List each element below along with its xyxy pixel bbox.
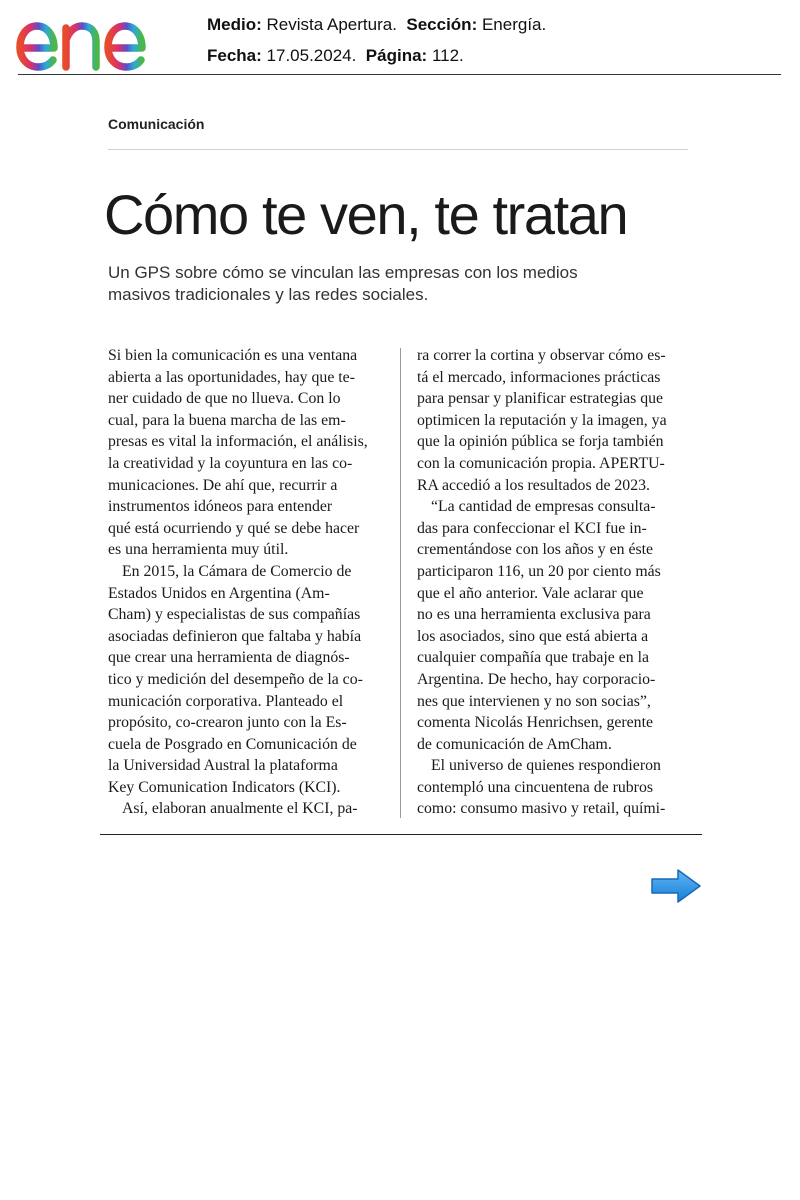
article-subtitle	[108, 262, 608, 306]
text-line: comenta Nicolás Henrichsen, gerente	[417, 714, 653, 732]
publication-meta	[207, 9, 546, 71]
text-line: municación corporativa. Planteado el	[108, 692, 344, 710]
text-line: ner cuidado de que no llueva. Con lo	[108, 390, 341, 408]
seccion-label: Sección:	[406, 15, 478, 34]
text-line: Si bien la comunicación es una ventana	[108, 347, 358, 364]
text-line: para pensar y planificar estrategias que	[417, 390, 664, 408]
text-line: no es una herramienta exclusiva para	[417, 606, 651, 624]
text-line: cualquier compañía que trabaje en la	[417, 649, 650, 667]
text-line: cuela de Posgrado en Comunicación de	[108, 735, 357, 753]
text-line: cual, para la buena marcha de las em-	[108, 411, 346, 429]
text-line: optimicen la reputación y la imagen, ya	[417, 411, 667, 429]
article-column-left	[108, 345, 384, 820]
article-section: Comunicación	[108, 116, 205, 132]
text-line: Cham) y especialistas de sus compañías	[108, 606, 361, 624]
text-line: asociadas definieron que faltaba y había	[108, 627, 362, 645]
text-line: nes que intervienen y no son socias”,	[417, 692, 651, 710]
text-line: qué está ocurriendo y qué se debe hacer	[108, 519, 360, 537]
text-line: que la opinión pública se forja también	[417, 433, 664, 451]
column-divider	[400, 348, 401, 818]
text-line: propósito, co-crearon junto con la Es-	[108, 714, 347, 732]
text-line: que crear una herramienta de diagnós-	[108, 649, 350, 667]
meta-line-2	[207, 40, 546, 71]
text-line: Argentina. De hecho, hay corporacio-	[417, 670, 656, 688]
subtitle-line: Un GPS sobre cómo se vinculan las empresas con los medios	[108, 263, 578, 282]
text-line: instrumentos idóneos para entender	[108, 498, 333, 516]
article-column-right	[417, 345, 693, 820]
article-title: Cómo te ven, te tratan	[104, 183, 628, 246]
header-divider	[18, 74, 781, 75]
fecha-value: 17.05.2024.	[266, 46, 357, 65]
text-line: Así, elaboran anualmente el KCI, pa-	[122, 800, 358, 818]
text-line: En 2015, la Cámara de Comercio de	[122, 562, 352, 580]
subtitle-line: masivos tradicionales y las redes sociales.	[108, 285, 429, 304]
text-line: que el año anterior. Vale aclarar que	[417, 584, 644, 602]
medio-label: Medio:	[207, 15, 262, 34]
text-line: das para confeccionar el KCI fue in-	[417, 519, 647, 537]
text-line: “La cantidad de empresas consulta-	[431, 498, 656, 516]
text-line: la creatividad y la coyuntura en las co-	[108, 454, 353, 472]
text-line: municaciones. De ahí que, recurrir a	[108, 476, 338, 494]
document-header	[0, 0, 800, 76]
meta-line-1	[207, 9, 546, 40]
text-line: Key Comunication Indicators (KCI).	[108, 778, 341, 796]
text-line: crementándose con los años y en éste	[417, 541, 653, 559]
text-line: abierta a las oportunidades, hay que te-	[108, 368, 355, 386]
text-line: los asociados, sino que está abierta a	[417, 627, 649, 645]
article-bottom-divider	[100, 834, 702, 835]
text-line: es una herramienta muy útil.	[108, 541, 289, 559]
arrow-right-icon[interactable]	[650, 868, 702, 904]
text-line: como: consumo masivo y retail, quími-	[417, 800, 666, 818]
text-line: con la comunicación propia. APERTU-	[417, 454, 665, 472]
pagina-label: Página:	[365, 46, 428, 65]
text-line: presas es vital la información, el análisis,	[108, 433, 368, 451]
text-line: la Universidad Austral la plataforma	[108, 757, 338, 775]
text-line: El universo de quienes respondieron	[431, 757, 661, 775]
medio-value: Revista Apertura.	[266, 15, 397, 34]
text-line: tico y medición del desempeño de la co-	[108, 670, 363, 688]
text-line: tá el mercado, informaciones prácticas	[417, 368, 661, 386]
fecha-label: Fecha:	[207, 46, 262, 65]
text-line: contempló una cincuentena de rubros	[417, 778, 653, 796]
section-divider	[108, 149, 688, 150]
text-line: participaron 116, un 20 por ciento más	[417, 562, 661, 580]
text-line: Estados Unidos en Argentina (Am-	[108, 584, 330, 602]
seccion-value: Energía.	[481, 15, 547, 34]
text-line: RA accedió a los resultados de 2023.	[417, 476, 650, 494]
text-line: de comunicación de AmCham.	[417, 735, 612, 753]
enel-logo	[14, 4, 184, 74]
text-line: ra correr la cortina y observar cómo es-	[417, 347, 666, 364]
pagina-value: 112.	[431, 46, 464, 65]
